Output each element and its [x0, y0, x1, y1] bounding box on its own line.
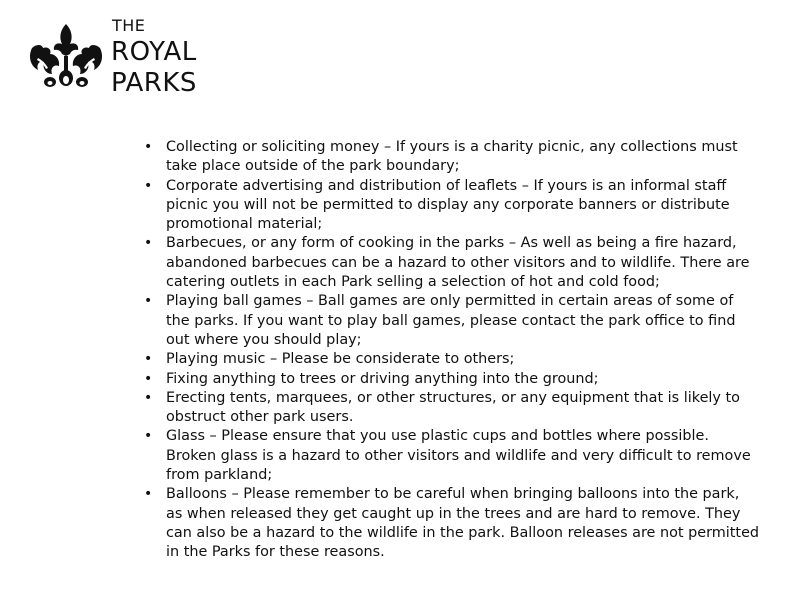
list-item-text: Playing ball games – Ball games are only permitted in certain areas of some of the parks. If you want to play ball games, please contact the park office to find out where you should play;	[166, 293, 736, 348]
list-item	[140, 234, 760, 292]
list-item	[140, 292, 760, 350]
bullet: •	[144, 428, 153, 445]
logo-line-royal: ROYAL	[111, 37, 197, 67]
park-rules-list	[140, 138, 760, 563]
list-item-text: Barbecues, or any form of cooking in the parks – As well as being a fire hazard, abandoned barbecues can be a hazard to other visitors and to wildlife. There are catering outlets in each Park selling a selection of hot and cold food;	[166, 235, 750, 291]
list-item	[140, 350, 760, 369]
logo-line-the: THE	[112, 16, 146, 35]
list-item-text: Fixing anything to trees or driving anything into the ground;	[166, 370, 599, 387]
list-item-text: Corporate advertising and distribution of leaflets – If yours is an informal staff picnic you will not be permitted to display any corporate banners or distribute promotional material;	[166, 177, 730, 233]
list-item-text: Playing music – Please be considerate to others;	[166, 351, 515, 368]
bullet: •	[144, 177, 153, 194]
list-item-text: Erecting tents, marquees, or other structures, or any equipment that is likely to obstruct other park users.	[166, 389, 740, 426]
royal-parks-logo	[26, 14, 216, 98]
list-item	[140, 389, 760, 428]
list-item-text: Glass – Please ensure that you use plastic cups and bottles where possible. Broken glass is a hazard to other visitors and wildlife and very difficult to remove from parkland;	[166, 428, 751, 484]
bullet: •	[144, 370, 153, 387]
oak-leaf-crest-icon	[26, 20, 106, 92]
bullet: •	[144, 389, 153, 406]
bullet: •	[144, 139, 153, 155]
list-item	[140, 427, 760, 485]
list-item	[140, 177, 760, 235]
list-item-text: Balloons – Please remember to be careful when bringing balloons into the park, as when released they get caught up in the trees and are hard to remove. They can also be a hazard to the wildlife in the park. Balloon releases are not permitted in the Parks for these reasons.	[166, 486, 760, 561]
bullet: •	[144, 351, 153, 368]
list-item-text: Collecting or soliciting money – If yours is a charity picnic, any collections must take place outside of the park boundary;	[166, 139, 738, 175]
list-item	[140, 370, 760, 389]
list-item	[140, 485, 760, 562]
logo-line-parks: PARKS	[111, 68, 197, 98]
list-item	[140, 138, 760, 177]
bullet: •	[144, 486, 153, 503]
bullet: •	[144, 235, 153, 252]
logo-wordmark	[111, 16, 197, 96]
bullet: •	[144, 293, 153, 310]
